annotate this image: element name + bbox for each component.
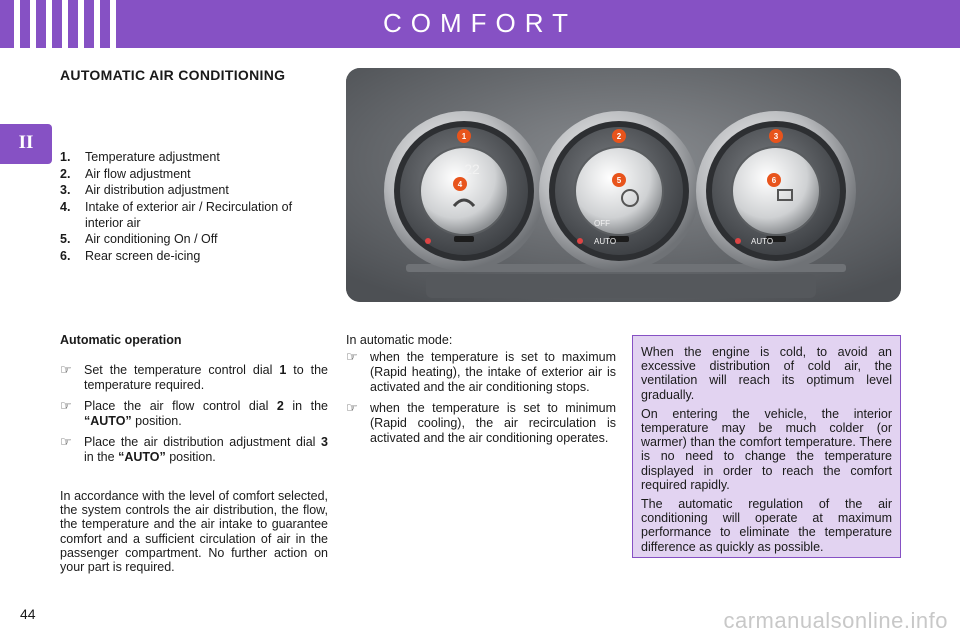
temperature-value: 22 — [464, 161, 480, 177]
pointing-hand-icon: ☞ — [346, 350, 358, 365]
callout-label: 3 — [773, 132, 779, 141]
automatic-operation-paragraph: In accordance with the level of comfort selected, the system controls the air distribution, the flow, the temperature and the air intake to guarantee comfort and a sufficient circulation of air in the passenger compartment. No further action on your part is required. — [60, 489, 328, 575]
callout-label: 2 — [616, 132, 622, 141]
callout-label: 1 — [461, 132, 467, 141]
step-item: ☞ Place the air distribution adjustment dial 3 in the “AUTO” position. — [60, 435, 328, 464]
pointing-hand-icon: ☞ — [60, 363, 72, 378]
legend-item: 4. Intake of exterior air / Recirculation of interior air — [60, 199, 293, 230]
legend-item: 5. Air conditioning On / Off — [60, 232, 218, 246]
step-item: ☞ Set the temperature control dial 1 to the temperature required. — [60, 363, 329, 392]
legend-item: 2. Air flow adjustment — [60, 166, 191, 181]
auto-label-right: AUTO — [751, 237, 774, 246]
callout-label: 5 — [616, 176, 622, 185]
controls-legend — [60, 149, 330, 264]
automatic-operation-title: Automatic operation — [60, 333, 182, 347]
callout-label: 4 — [457, 180, 463, 189]
off-label: OFF — [594, 219, 610, 228]
callout-label: 6 — [771, 176, 777, 185]
section-title: AUTOMATIC AIR CONDITIONING — [60, 67, 286, 83]
chapter-tab[interactable] — [0, 124, 52, 164]
climate-panel-illustration — [346, 68, 901, 302]
chapter-title: COMFORT — [383, 8, 577, 38]
climate-control-photo — [346, 68, 901, 302]
legend-item: 6. Rear screen de-icing — [60, 248, 201, 263]
auto-mode-item: ☞ when the temperature is set to maximum (Rapid heating), the intake of exterior air is activated and the air conditioning stops. — [346, 350, 616, 394]
watermark: carmanualsonline.info — [723, 608, 948, 633]
note-paragraph: On entering the vehicle, the interior temperature may be much colder (or warmer) than the comfort temperature. There is no need to change the temperature displayed in order to reach the comfort required rapidly. — [641, 406, 892, 492]
legend-item: 3. Air distribution adjustment — [60, 183, 229, 197]
note-paragraph: The automatic regulation of the air conditioning will operate at maximum performance to eliminate the temperature difference as quickly as possible. — [641, 497, 892, 554]
auto-mode-item: ☞ when the temperature is set to minimum (Rapid cooling), the air recirculation is activated and the air conditioning operates. — [346, 401, 616, 445]
legend-item: 1. Temperature adjustment — [60, 150, 220, 164]
auto-mode-intro: In automatic mode: — [346, 333, 453, 347]
pointing-hand-icon: ☞ — [346, 401, 358, 416]
page-header — [0, 0, 960, 48]
page-number: 44 — [20, 606, 36, 622]
chapter-tab-label: II — [18, 132, 34, 153]
note-box — [632, 335, 901, 558]
auto-mode-list — [346, 350, 616, 452]
pointing-hand-icon: ☞ — [60, 399, 72, 414]
automatic-operation-steps — [60, 363, 328, 471]
auto-label: AUTO — [594, 237, 617, 246]
pointing-hand-icon: ☞ — [60, 435, 72, 450]
note-paragraph: When the engine is cold, to avoid an excessive distribution of cold air, the ventilation will reach its optimum level gradually. — [641, 345, 892, 402]
step-item: ☞ Place the air flow control dial 2 in the “AUTO” position. — [60, 399, 328, 428]
